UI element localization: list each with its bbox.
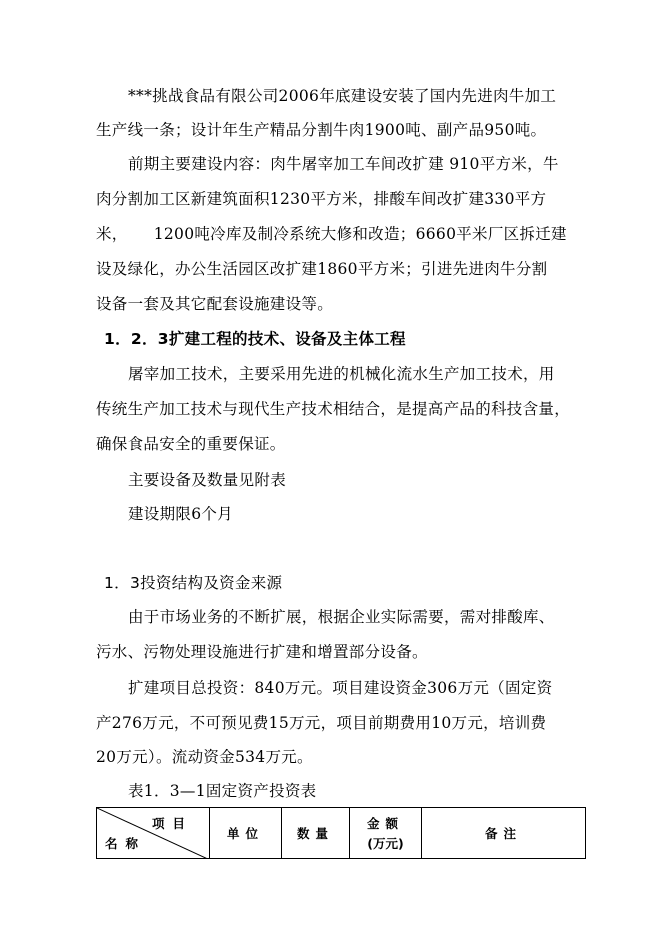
para-7-line-1: 扩建项目总投资：840万元。项目建设资金306万元（固定资 bbox=[128, 679, 553, 697]
header-unit-label: 单位 bbox=[226, 826, 264, 841]
header-note-label: 备注 bbox=[484, 826, 522, 841]
table-caption: 表1．3—1固定资产投资表 bbox=[128, 782, 317, 800]
header-item-label: 项目 bbox=[151, 816, 193, 831]
header-cell-unit bbox=[210, 808, 282, 858]
para-2-line-2: 肉分割加工区新建筑面积1230平方米，排酸车间改扩建330平方 bbox=[96, 190, 547, 208]
header-name-label: 名称 bbox=[105, 836, 147, 851]
header-cell-quantity bbox=[282, 808, 350, 858]
para-7-line-3: 20万元）。流动资金534万元。 bbox=[96, 748, 313, 766]
header-amount-label: 金额 bbox=[366, 816, 404, 831]
para-7-line-2: 产276万元，不可预见费15万元，项目前期费用10万元，培训费 bbox=[96, 714, 547, 732]
section-heading-1-2-3: 1．2．3扩建工程的技术、设备及主体工程 bbox=[104, 330, 406, 348]
para-5: 建设期限6个月 bbox=[128, 505, 233, 523]
header-cell-item-name bbox=[97, 808, 210, 858]
para-2-line-4: 设及绿化，办公生活园区改扩建1860平方米；引进先进肉牛分割 bbox=[96, 260, 548, 278]
header-cell-amount bbox=[350, 808, 422, 858]
para-6-line-2: 污水、污物处理设施进行扩建和增置部分设备。 bbox=[96, 643, 428, 661]
header-cell-note bbox=[422, 808, 585, 858]
para-2-line-1: 前期主要建设内容：肉牛屠宰加工车间改扩建 910平方米，牛 bbox=[128, 155, 559, 173]
para-2-line-3: 米， 1200吨冷库及制冷系统大修和改造；6660平米厂区拆迁建 bbox=[96, 225, 567, 243]
para-3-line-3: 确保食品安全的重要保证。 bbox=[96, 435, 286, 453]
header-quantity-label: 数量 bbox=[296, 826, 334, 841]
para-1-line-1: ***挑战食品有限公司2006年底建设安装了国内先进肉牛加工 bbox=[128, 87, 557, 105]
fixed-asset-investment-table bbox=[96, 807, 586, 859]
para-4: 主要设备及数量见附表 bbox=[128, 471, 287, 489]
para-3-line-1: 屠宰加工技术，主要采用先进的机械化流水生产加工技术，用 bbox=[128, 365, 555, 383]
section-heading-1-3: 1．3投资结构及资金来源 bbox=[104, 574, 283, 592]
para-1-line-2: 生产线一条；设计年生产精品分割牛肉1900吨、副产品950吨。 bbox=[96, 121, 547, 139]
para-2-line-5: 设备一套及其它配套设施建设等。 bbox=[96, 295, 334, 313]
header-amount-unit: (万元) bbox=[367, 836, 404, 851]
para-6-line-1: 由于市场业务的不断扩展，根据企业实际需要，需对排酸库、 bbox=[128, 608, 555, 626]
para-3-line-2: 传统生产加工技术与现代生产技术相结合，是提高产品的科技含量， bbox=[96, 400, 571, 418]
